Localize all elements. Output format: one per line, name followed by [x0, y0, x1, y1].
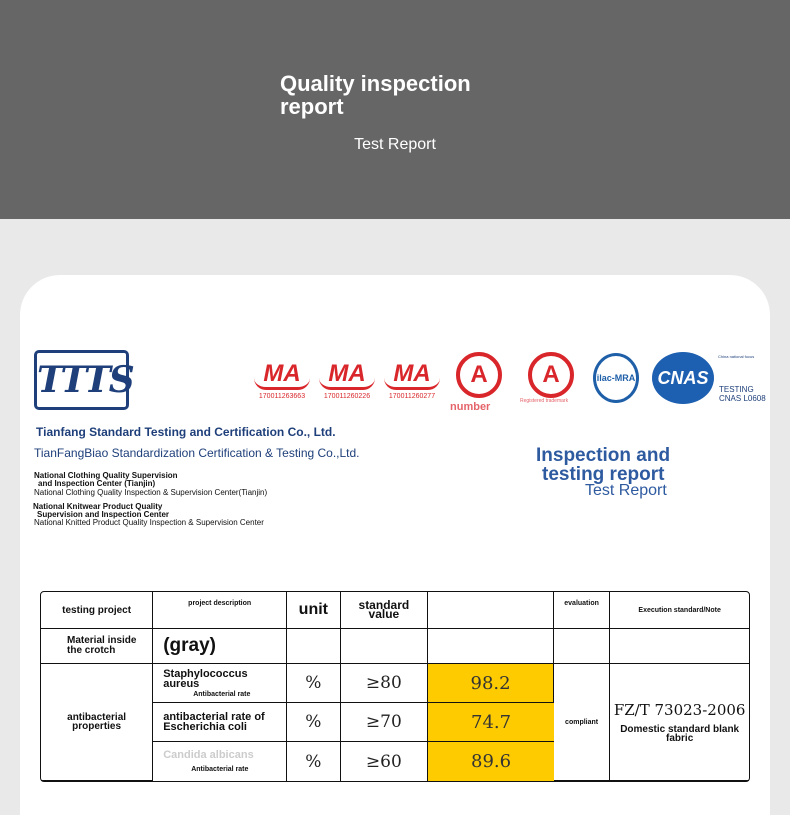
execution-cell [610, 664, 749, 781]
cal-trademark-logo: A [528, 352, 574, 398]
header-test-result [428, 592, 554, 629]
table-cell [428, 629, 554, 664]
standard-cell: ≥80 [341, 664, 429, 703]
cnas-code [719, 385, 779, 403]
report-title-line1: Inspection and [536, 445, 671, 466]
item-cell [153, 742, 287, 781]
evaluation-cell: compliant [554, 664, 610, 781]
item-name: Staphylococcus aureus [163, 667, 248, 690]
header-testing-project: testing project [41, 592, 153, 629]
banner-subtitle: Test Report [354, 136, 436, 153]
result-cell: 98.2 [428, 664, 554, 703]
center2-line2: Supervision and Inspection Center [37, 510, 170, 519]
cma-number: 170011260226 [323, 393, 371, 400]
item-name: antibacterial rate of Escherichia coli [153, 703, 287, 742]
item-sub: Antibacterial rate [193, 690, 251, 698]
cma-logo [254, 358, 310, 400]
table-header-row [41, 592, 749, 629]
results-table [40, 591, 750, 782]
header-evaluation: evaluation [554, 592, 610, 629]
item-cell [153, 664, 287, 703]
table-row [41, 629, 749, 664]
center1-line2: and Inspection Center (Tianjin) [38, 479, 156, 488]
result-cell: 74.7 [428, 703, 554, 742]
standard-cell: ≥60 [341, 742, 429, 781]
banner-title: Quality inspection report [280, 71, 471, 119]
center2-line3: National Knitted Product Quality Inspection & Supervision Center [34, 518, 264, 527]
header-project-description: project description [153, 592, 287, 629]
center1-line1: National Clothing Quality Supervision [34, 471, 178, 480]
cma-mark: MA [384, 358, 440, 390]
table-cell [341, 629, 429, 664]
table-cell [554, 629, 610, 664]
cnas-side-text: China national focus [718, 354, 755, 359]
cma-logo [319, 358, 375, 400]
company-name-pinyin: TianFangBiao Standardization Certification & Testing Co.,Ltd. [34, 446, 360, 460]
unit-cell: % [287, 664, 340, 703]
table-cell [610, 629, 749, 664]
cnas-testing: TESTING [719, 385, 754, 394]
report-title-line3: Test Report [585, 482, 667, 499]
cma-mark: MA [254, 358, 310, 390]
group-label: antibacterial properties [41, 664, 153, 781]
result-cell: 89.6 [428, 742, 554, 781]
report-title-line2: testing report [542, 464, 665, 485]
cma-mark: MA [319, 358, 375, 390]
cnas-logo: CNAS [652, 352, 714, 404]
header-execution: Execution standard/Note [610, 592, 749, 629]
unit-cell: % [287, 703, 340, 742]
table-cell [287, 629, 340, 664]
unit-cell: % [287, 742, 340, 781]
execution-note: Domestic standard blank fabric [620, 724, 740, 744]
header-banner [0, 0, 790, 219]
item-sub: Antibacterial rate [191, 766, 249, 773]
material-label: Material inside the crotch [41, 629, 153, 664]
header-unit: unit [287, 592, 340, 629]
cma-number: 170011260277 [388, 393, 436, 400]
number-label: number [450, 401, 491, 413]
cma-logo [384, 358, 440, 400]
execution-standard: FZ/T 73023-2006 [613, 701, 746, 719]
registered-trademark-label: Registered trademark [520, 398, 569, 404]
standard-cell: ≥70 [341, 703, 429, 742]
tts-logo: TTTS [34, 350, 129, 410]
material-value: (gray) [153, 629, 287, 664]
cnas-number: CNAS L0608 [719, 394, 766, 403]
center1-line3: National Clothing Quality Inspection & Supervision Center(Tianjin) [34, 488, 268, 497]
item-name: Candida albicans [163, 749, 254, 761]
company-name: Tianfang Standard Testing and Certification Co., Ltd. [36, 425, 336, 439]
header-standard-value: standard value [341, 592, 429, 629]
table-row [41, 664, 749, 703]
center2-line1: National Knitwear Product Quality [33, 502, 163, 511]
ilac-mra-logo: ilac-MRA [593, 353, 639, 403]
cal-logo: A [456, 352, 502, 398]
cma-number: 170011263663 [258, 393, 306, 400]
